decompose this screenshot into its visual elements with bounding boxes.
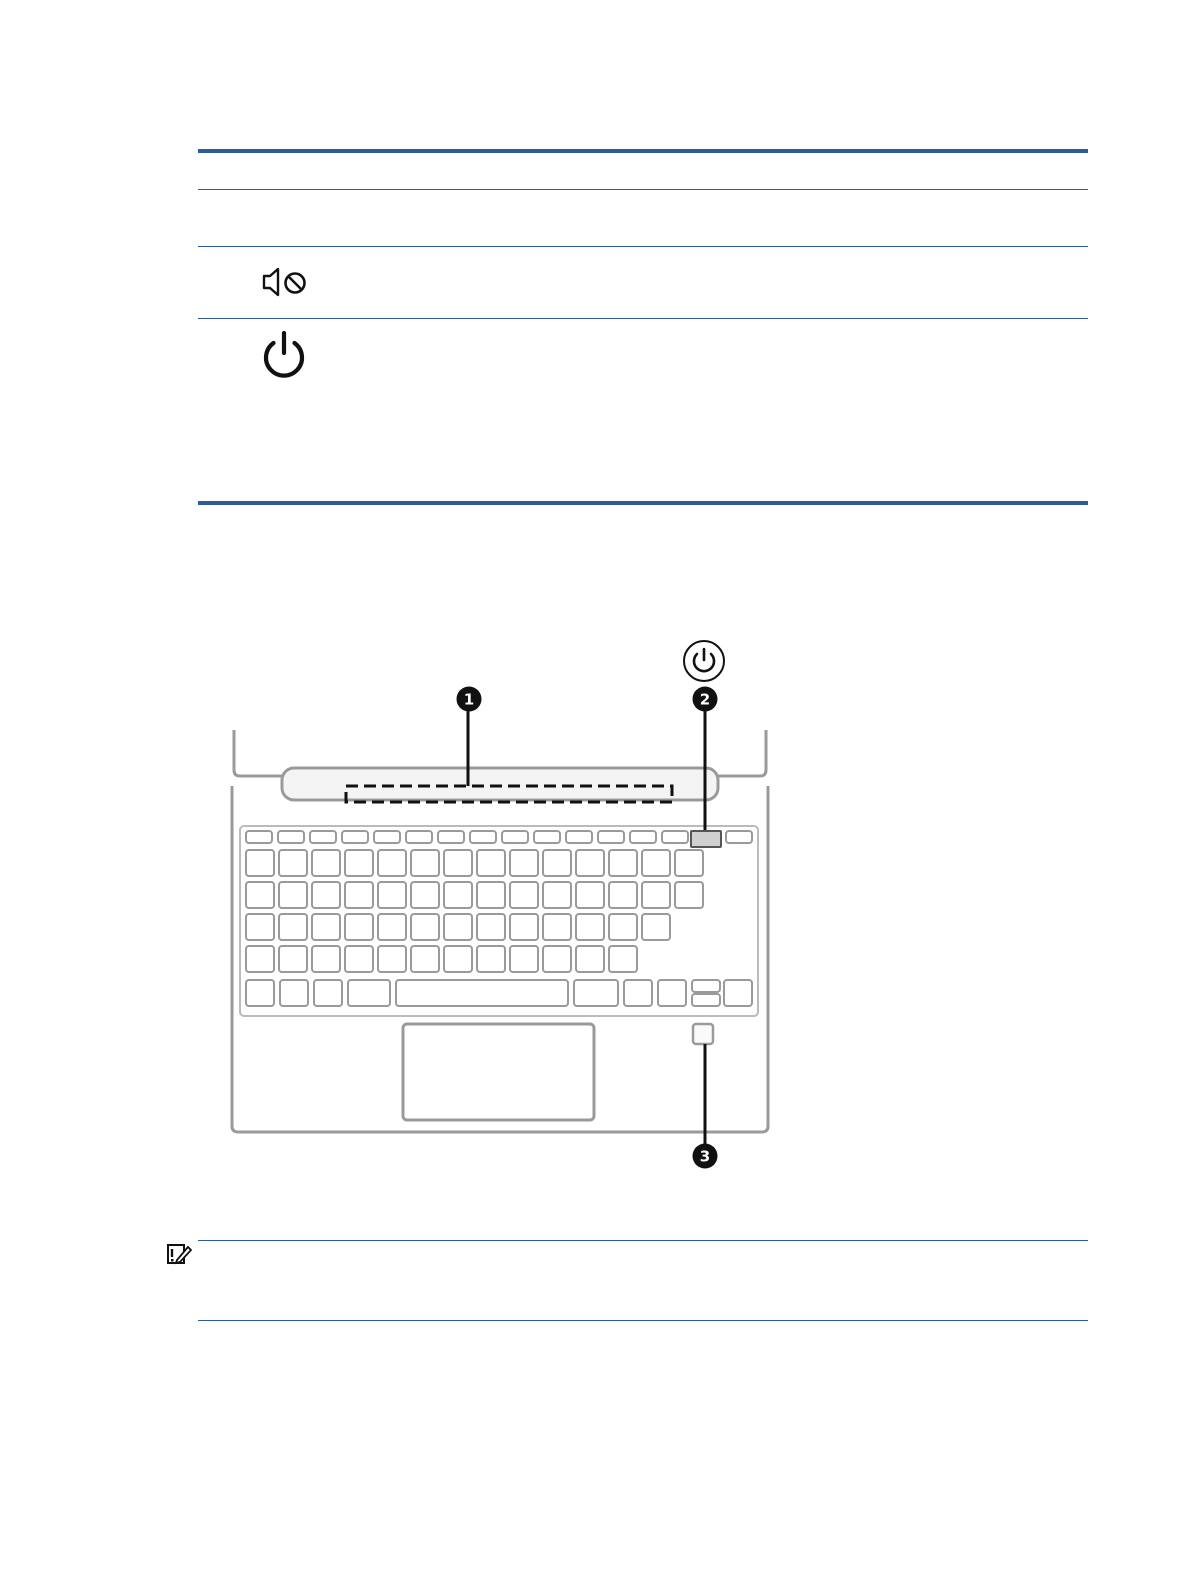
keyboard-key xyxy=(444,882,472,908)
keyboard-key xyxy=(246,882,274,908)
keyboard-key xyxy=(609,850,637,876)
keyboard-key xyxy=(662,831,688,843)
keyboard-key xyxy=(543,882,571,908)
keyboard-key xyxy=(470,831,496,843)
keyboard-key xyxy=(675,850,703,876)
keyboard-key xyxy=(576,914,604,940)
keyboard-key xyxy=(396,980,568,1006)
keyboard-key xyxy=(279,882,307,908)
mute-light-icon xyxy=(258,262,310,302)
keyboard-key xyxy=(477,914,505,940)
keyboard-key xyxy=(726,831,752,843)
keyboard-key xyxy=(642,850,670,876)
keyboard-key xyxy=(576,946,604,972)
keyboard-key xyxy=(502,831,528,843)
keyboard-key xyxy=(312,850,340,876)
power-symbol-callout-icon xyxy=(682,639,726,683)
keyboard-key xyxy=(543,914,571,940)
keyboard-key xyxy=(630,831,656,843)
keyboard-key xyxy=(675,882,703,908)
keyboard-key xyxy=(692,994,720,1006)
keyboard-key xyxy=(406,831,432,843)
keyboard-key xyxy=(246,831,272,843)
important-note-icon xyxy=(166,1243,192,1265)
keyboard-key xyxy=(374,831,400,843)
keyboard-key xyxy=(642,882,670,908)
keyboard-key xyxy=(246,980,274,1006)
keyboard-key xyxy=(477,850,505,876)
svg-text:3: 3 xyxy=(699,1147,711,1166)
callout-2 xyxy=(692,686,718,712)
keyboard-key xyxy=(543,850,571,876)
keyboard-key xyxy=(246,946,274,972)
keyboard-key xyxy=(692,980,720,992)
keyboard-key xyxy=(598,831,624,843)
keyboard-key xyxy=(444,946,472,972)
keyboard-key xyxy=(310,831,336,843)
keyboard-key xyxy=(312,946,340,972)
table-bottom-rule xyxy=(198,501,1088,505)
keyboard-key xyxy=(246,850,274,876)
keyboard-key xyxy=(312,914,340,940)
keyboard-key xyxy=(246,914,274,940)
keyboard-key xyxy=(342,831,368,843)
keyboard-key xyxy=(609,914,637,940)
keyboard-key xyxy=(724,980,752,1006)
keyboard-key xyxy=(510,882,538,908)
keyboard-key xyxy=(444,850,472,876)
callout-1 xyxy=(456,686,482,712)
power-icon xyxy=(258,329,310,381)
svg-text:1: 1 xyxy=(463,690,475,709)
keyboard-key xyxy=(477,946,505,972)
keyboard-key xyxy=(312,882,340,908)
keyboard-key xyxy=(510,850,538,876)
keyboard-key xyxy=(543,946,571,972)
note-top-rule xyxy=(198,1240,1088,1241)
keyboard-key xyxy=(378,850,406,876)
keyboard-key xyxy=(279,914,307,940)
keyboard-key xyxy=(576,850,604,876)
svg-text:2: 2 xyxy=(699,690,711,709)
keyboard-key xyxy=(642,914,670,940)
keyboard-key xyxy=(280,980,308,1006)
keyboard-key xyxy=(345,882,373,908)
keyboard-key xyxy=(411,882,439,908)
table-header-rule xyxy=(198,189,1088,190)
keyboard-key xyxy=(278,831,304,843)
power-button-key xyxy=(690,830,722,848)
table-row-divider xyxy=(198,246,1088,247)
keyboard-key xyxy=(609,882,637,908)
keyboard-key xyxy=(510,946,538,972)
keyboard-key xyxy=(411,914,439,940)
keyboard-key xyxy=(345,850,373,876)
keyboard-key xyxy=(378,914,406,940)
keyboard-key xyxy=(658,980,686,1006)
note-bottom-rule xyxy=(198,1320,1088,1321)
keyboard-key xyxy=(438,831,464,843)
keyboard-key xyxy=(411,850,439,876)
keyboard-key xyxy=(609,946,637,972)
keyboard-key xyxy=(510,914,538,940)
keyboard-key xyxy=(477,882,505,908)
keyboard-key xyxy=(566,831,592,843)
callout-3 xyxy=(692,1143,718,1169)
keyboard-key xyxy=(345,946,373,972)
keyboard-key xyxy=(345,914,373,940)
keyboard-key xyxy=(576,882,604,908)
keyboard-key xyxy=(444,914,472,940)
keyboard-key xyxy=(378,882,406,908)
keyboard-key xyxy=(314,980,342,1006)
keyboard-key xyxy=(279,946,307,972)
keyboard-key xyxy=(279,850,307,876)
table-row-divider xyxy=(198,318,1088,319)
keyboard-key xyxy=(624,980,652,1006)
keyboard-key xyxy=(534,831,560,843)
keyboard-key xyxy=(411,946,439,972)
keyboard-key xyxy=(574,980,618,1006)
keyboard-key xyxy=(378,946,406,972)
table-top-rule xyxy=(198,149,1088,153)
keyboard-key xyxy=(348,980,390,1006)
